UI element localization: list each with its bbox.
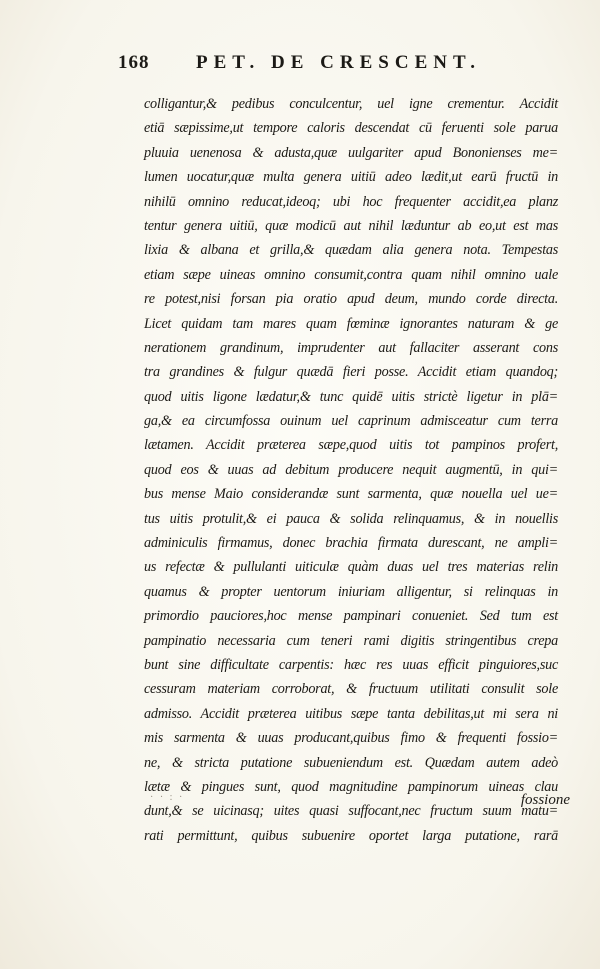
text-line: tra grandines & fulgur quædā fieri posse. Accidit etiam quandoq; bbox=[144, 364, 558, 381]
text-line: rati permittunt, quibus subuenire oportet larga putatione, rarā bbox=[144, 827, 558, 844]
running-head: PET. DE CRESCENT. bbox=[196, 52, 481, 73]
text-line: pluuia uenenosa & adusta,quæ uulgariter apud Bononienses me= bbox=[144, 144, 558, 161]
text-line: lætamen. Accidit præterea sæpe,quod uitis tot pampinos profert, bbox=[144, 437, 558, 454]
text-line: admisso. Accidit præterea uitibus sæpe tanta debilitas,ut mi sera ni bbox=[144, 705, 558, 722]
text-line: quod eos & uuas ad debitum producere nequit augmentū, in qui= bbox=[144, 461, 558, 478]
text-line: etiam sæpe uineas omnino consumit,contra quam nihil omnino uale bbox=[144, 266, 558, 283]
text-line: ga,& ea circumfossa ouinum uel caprinum admisceatur cum terra bbox=[144, 413, 558, 430]
text-line: adminiculis firmamus, donec brachia firmata durescant, ne ampli= bbox=[144, 535, 558, 552]
text-line: lumen uocatur,quæ multa genera uitiū adeo lædit,ut earū fructū in bbox=[144, 169, 558, 186]
text-line: cessuram materiam corroborat, & fructuum utilitati consulit sole bbox=[144, 681, 558, 698]
page-header bbox=[118, 52, 548, 80]
text-line: lætæ & pingues sunt, quod magnitudine pampinorum uineas clau bbox=[144, 778, 558, 795]
page-number: 168 bbox=[118, 52, 150, 73]
catchword: fossione bbox=[520, 792, 570, 808]
body-text bbox=[144, 92, 558, 848]
text-line: nerationem grandinum, imprudenter aut fallaciter asserant cons bbox=[144, 339, 558, 356]
text-line: re potest,nisi forsan pia oratio apud deum, mundo corde directa. bbox=[144, 291, 558, 308]
text-line: bunt sine difficultate carpentis: hæc res uuas efficit pinguiores,suc bbox=[144, 656, 558, 673]
text-line: colligantur,& pedibus conculcentur, uel igne crementur. Accidit bbox=[144, 96, 558, 112]
text-line: mis sarmenta & uuas producant,quibus fimo & frequenti fossio= bbox=[144, 730, 558, 747]
text-line: bus mense Maio considerandæ sunt sarmenta, quæ nouella uel ue= bbox=[144, 486, 558, 503]
text-line: ne, & stricta putatione subueniendum est. Quædam autem adeò bbox=[144, 754, 558, 771]
text-line: primordio pauciores,hoc mense pampinari conueniet. Sed tum est bbox=[144, 608, 558, 625]
text-line: quod uitis ligone lædatur,& tunc quidē uitis strictè ligetur in plā= bbox=[144, 388, 558, 405]
text-line: lixia & albana et grilla,& quædam alia genera nota. Tempestas bbox=[144, 242, 558, 259]
text-line: dunt,& se uicinasq; uites quasi suffocant,nec fructum suum matu= bbox=[144, 803, 558, 820]
text-line: quamus & propter uentorum iniuriam alligentur, si relinquas in bbox=[144, 583, 558, 600]
text-line: Licet quidam tam mares quam fœminæ ignorantes naturam & ge bbox=[144, 315, 558, 332]
text-line: pampinatio necessaria cum teneri rami digitis stringentibus crepa bbox=[144, 632, 558, 649]
ink-smudge: · · : · bbox=[150, 792, 185, 803]
text-line: etiā sæpissime,ut tempore caloris descendat cū feruenti sole parua bbox=[144, 120, 558, 137]
text-line: tentur genera uitiū, quæ modicū aut nihil læduntur ab eo,ut est mas bbox=[144, 217, 558, 234]
text-line: tus uitis protulit,& ei pauca & solida relinquamus, & in nouellis bbox=[144, 510, 558, 527]
text-line: nihilū omnino reducat,ideoq; ubi hoc frequenter accidit,ea planz bbox=[144, 193, 558, 210]
text-line: us refectæ & pullulanti uiticulæ quàm duas uel tres materias relin bbox=[144, 559, 558, 576]
